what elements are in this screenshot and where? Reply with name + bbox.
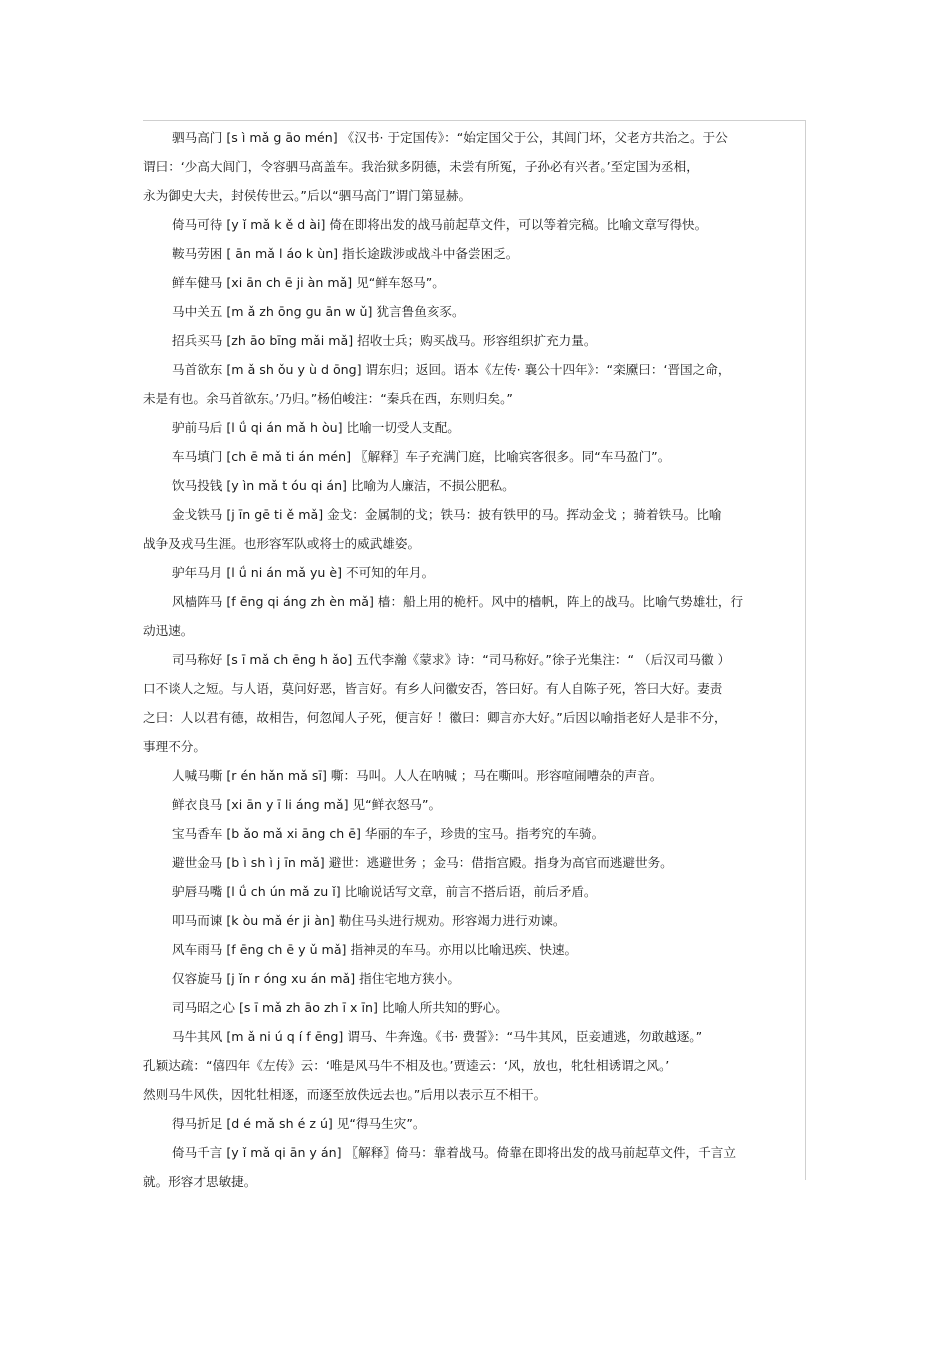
entry-line: 马中关五 [m ǎ zh ōng gu ān w ǔ] 犹言鲁鱼亥豕。: [172, 304, 465, 319]
idiom-entry: [143, 645, 806, 761]
entry-continuation: 谓曰：‘少高大闾门，令容驷马高盖车。我治狱多阴德，未尝有所冤，子孙必有兴者。’至定国为丞相，: [143, 159, 699, 174]
entry-line: 招兵买马 [zh āo bīng mǎi mǎ] 招收士兵；购买战马。形容组织扩充力量。: [172, 333, 597, 348]
entry-line: 鞍马劳困 [ ān mǎ l áo k ùn] 指长途跋涉或战斗中备尝困乏。: [172, 246, 519, 261]
idiom-entry: [143, 1022, 806, 1109]
idiom-entry: [143, 326, 806, 355]
entry-line: 倚马可待 [y ǐ mǎ k ě d ài] 倚在即将出发的战马前起草文件，可以等着完稿。比喻文章写得快。: [172, 217, 708, 232]
idiom-entry: [143, 442, 806, 471]
idiom-entry: [143, 297, 806, 326]
entry-line: 驴前马后 [l ǘ qi án mǎ h òu] 比喻一切受人支配。: [172, 420, 460, 435]
entry-line: 风车雨马 [f ēng ch ē y ǔ mǎ] 指神灵的车马。亦用以比喻迅疾、快速。: [172, 942, 578, 957]
entry-line: 鲜衣良马 [xi ān y ī li áng mǎ] 见“鲜衣怒马”。: [172, 797, 442, 812]
entry-line: 倚马千言 [y ǐ mǎ qi ān y án] 〖解释〗倚马：靠着战马。倚靠在即将出发的战马前起草文件，千言立: [172, 1145, 736, 1160]
idiom-entry: [143, 993, 806, 1022]
idiom-entry: [143, 500, 806, 558]
idiom-entry: [143, 268, 806, 297]
entry-continuation: 事理不分。: [143, 739, 206, 754]
idiom-entry: [143, 819, 806, 848]
entry-line: 叩马而谏 [k òu mǎ ér ji àn] 勒住马头进行规劝。形容竭力进行劝谏。: [172, 913, 566, 928]
idiom-entry: [143, 1138, 806, 1196]
entry-continuation: 战争及戎马生涯。也形容军队或将士的威武雄姿。: [143, 536, 421, 551]
idiom-entry: [143, 471, 806, 500]
entry-line: 仅容旋马 [j ǐn r óng xu án mǎ] 指住宅地方狭小。: [172, 971, 460, 986]
entry-continuation: 永为御史大夫，封侯传世云。”后以“驷马高门”谓门第显赫。: [143, 188, 472, 203]
entry-continuation: 就。形容才思敏捷。: [143, 1174, 257, 1189]
entry-line: 驴唇马嘴 [l ǘ ch ún mǎ zu ǐ] 比喻说话写文章，前言不搭后语，前后矛盾。: [172, 884, 597, 899]
idiom-entry: [143, 587, 806, 645]
entry-line: 驷马高门 [s ì mǎ g āo mén] 《汉书· 于定国传》：“始定国父于公，其闾门坏，父老方共治之。于公: [172, 130, 728, 145]
entry-line: 车马填门 [ch ē mǎ ti án mén] 〖解释〗车子充满门庭，比喻宾客很多。同“车马盈门”。: [172, 449, 671, 464]
entry-continuation: 动迅速。: [143, 623, 194, 638]
entry-line: 马首欲东 [m ǎ sh ǒu y ù d ōng] 谓东归；返回。语本《左传· 襄公十四年》：“栾黡曰：‘晋国之命，: [172, 362, 731, 377]
idiom-entry: [143, 906, 806, 935]
entry-continuation: 然则马牛风佚，因牝牡相逐，而逐至放佚远去也。”后用以表示互不相干。: [143, 1087, 547, 1102]
idiom-entry: [143, 761, 806, 790]
idiom-list: [143, 123, 806, 1196]
entry-line: 司马称好 [s ī mǎ ch ēng h ǎo] 五代李瀚《蒙求》诗：“司马称好。”徐子光集注：“ （后汉司马徽 ）: [172, 652, 731, 667]
entry-continuation: 之曰：人以君有德，故相告，何忽闻人子死，便言好 ！徽曰：卿言亦大好。”后因以喻指老好人是非不分，: [143, 710, 727, 725]
entry-line: 饮马投钱 [y ìn mǎ t óu qi án] 比喻为人廉洁，不损公肥私。: [172, 478, 515, 493]
entry-line: 避世金马 [b ì sh ì j īn mǎ] 避世：逃避世务 ；金马：借指宫殿。指身为高官而逃避世务。: [172, 855, 673, 870]
entry-line: 驴年马月 [l ǘ ni án mǎ yu è] 不可知的年月。: [172, 565, 435, 580]
idiom-entry: [143, 210, 806, 239]
idiom-entry: [143, 790, 806, 819]
idiom-entry: [143, 964, 806, 993]
idiom-entry: [143, 355, 806, 413]
entry-line: 马牛其风 [m ǎ ni ú q í f ēng] 谓马、牛奔逸。《书· 费誓》：“马牛其风，臣妾逋逃，勿敢越逐。”: [172, 1029, 703, 1044]
entry-continuation: 未是有也。余马首欲东。’乃归。”杨伯峻注：“秦兵在西，东则归矣。”: [143, 391, 513, 406]
idiom-entry: [143, 1109, 806, 1138]
entry-line: 风樯阵马 [f ēng qi áng zh èn mǎ] 樯：船上用的桅杆。风中的樯帆，阵上的战马。比喻气势雄壮，行: [172, 594, 744, 609]
entry-line: 得马折足 [d é mǎ sh é z ú] 见“得马生灾”。: [172, 1116, 426, 1131]
entry-line: 宝马香车 [b ǎo mǎ xi āng ch ē] 华丽的车子，珍贵的宝马。指考究的车骑。: [172, 826, 605, 841]
idiom-entry: [143, 123, 806, 210]
idiom-entry: [143, 558, 806, 587]
idiom-entry: [143, 877, 806, 906]
entry-line: 金戈铁马 [j īn gē ti ě mǎ] 金戈：金属制的戈；铁马：披有铁甲的马。挥动金戈 ；骑着铁马。比喻: [172, 507, 722, 522]
idiom-entry: [143, 413, 806, 442]
idiom-entry: [143, 848, 806, 877]
idiom-entry: [143, 239, 806, 268]
entry-line: 人喊马嘶 [r én hǎn mǎ sī] 嘶：马叫。人人在呐喊 ；马在嘶叫。形容喧闹嘈杂的声音。: [172, 768, 663, 783]
idiom-entry: [143, 935, 806, 964]
entry-line: 司马昭之心 [s ī mǎ zh āo zh ī x īn] 比喻人所共知的野心。: [172, 1000, 508, 1015]
entry-line: 鲜车健马 [xi ān ch ē ji àn mǎ] 见“鲜车怒马”。: [172, 275, 445, 290]
entry-continuation: 口不谈人之短。与人语，莫问好恶，皆言好。有乡人问徽安否，答曰好。有人自陈子死，答曰大好。妻责: [143, 681, 723, 696]
entry-continuation: 孔颖达疏：“僖四年《左传》云：‘唯是风马牛不相及也。’贾逵云：‘风，放也，牝牡相诱谓之风。’: [143, 1058, 670, 1073]
